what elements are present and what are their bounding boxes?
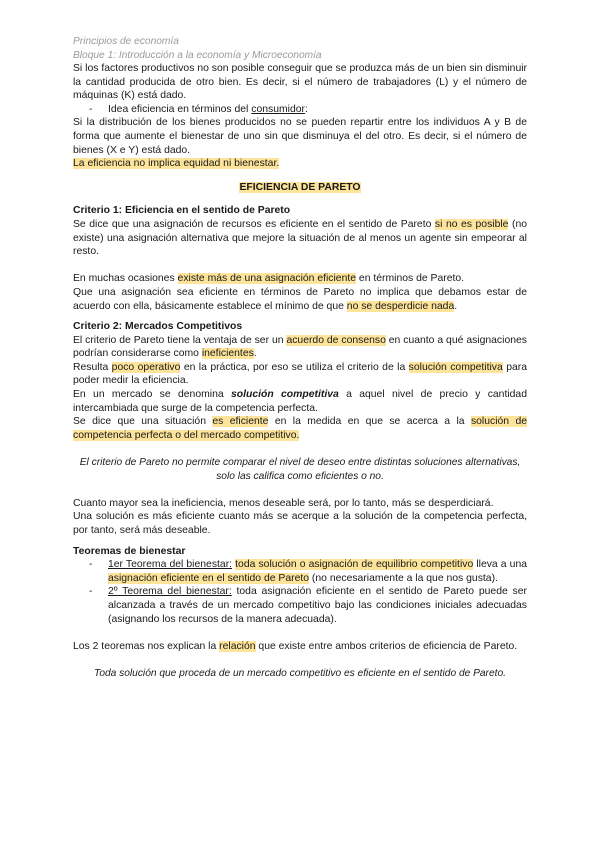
bold-term: solución competitiva bbox=[230, 389, 339, 401]
highlight: relación bbox=[219, 640, 256, 652]
italic-note-1: El criterio de Pareto no permite comparar el nivel de deseo entre distintas soluciones alternativas, solo las califica como eficientes o no. bbox=[79, 457, 521, 482]
highlight: poco operativo bbox=[111, 361, 181, 373]
highlight: es eficiente bbox=[212, 416, 269, 428]
criterio-1-paragraph-2: En muchas ocasiones existe más de una asignación eficiente en términos de Pareto. bbox=[73, 273, 465, 285]
ineficiencia-paragraph-1: Cuanto mayor sea la ineficiencia, menos deseable será, por lo tanto, más se desperdiciará. bbox=[73, 497, 494, 509]
criterio-2-paragraph-2: Resulta poco operativo en la práctica, por eso se utiliza el criterio de la solución competitiva para poder medir la eficiencia. bbox=[73, 361, 528, 387]
running-header bbox=[73, 35, 527, 62]
list-dash: - bbox=[89, 586, 93, 598]
highlight: toda solución o asignación de equilibrio competitivo bbox=[235, 559, 474, 571]
criterio-2-paragraph-1: El criterio de Pareto tiene la ventaja de ser un acuerdo de consenso en cuanto a qué asignaciones podrían considerarse como ineficientes. bbox=[73, 334, 527, 360]
highlight: solución de competencia perfecta o del mercado competitivo. bbox=[73, 416, 528, 441]
highlight: La eficiencia no implica equidad ni bienestar. bbox=[73, 158, 280, 170]
header-course: Principios de economía bbox=[73, 36, 179, 47]
criterio-2-paragraph-3: En un mercado se denomina solución competitiva a aquel nivel de precio y cantidad intercambiada que surge de la competencia perfecta. bbox=[73, 389, 527, 414]
highlight: si no es posible bbox=[434, 218, 509, 230]
italic-note-2: Toda solución que proceda de un mercado competitivo es eficiente en el sentido de Pareto. bbox=[94, 667, 506, 679]
underlined-term: 2º Teorema del bienestar: bbox=[108, 586, 232, 598]
criterio-1-heading: Criterio 1: Eficiencia en el sentido de Pareto bbox=[73, 205, 291, 217]
ineficiencia-paragraph-2: Una solución es más eficiente cuanto más se acerque a la solución de la competencia perfecta, por tanto, será más deseable. bbox=[73, 511, 527, 536]
intro-bullet-list bbox=[73, 103, 527, 117]
highlight: ineficientes bbox=[201, 348, 254, 360]
underlined-term: consumidor bbox=[251, 103, 305, 115]
teoremas-list bbox=[73, 558, 527, 626]
intro-paragraph-1: Si los factores productivos no son posible conseguir que se produzca más de un bien sin disminuir la cantidad producida de otro bien. Es decir, si el número de trabajadores (L) y el número de máquinas (K) está dado. bbox=[73, 63, 527, 102]
list-dash: - bbox=[89, 103, 93, 115]
criterio-1-paragraph-1: Se dice que una asignación de recursos es eficiente en el sentido de Pareto si no es posible (no existe) una asignación alternativa que mejore la situación de al menos un agente sin empeorar al resto. bbox=[73, 218, 527, 258]
list-item: - Idea eficiencia en términos del consumidor: bbox=[89, 103, 308, 115]
teoremas-paragraph: Los 2 teoremas nos explican la relación que existe entre ambos criterios de eficiencia de Pareto. bbox=[73, 640, 518, 652]
header-block: Bloque 1: Introducción a la economía y Microeconomía bbox=[73, 49, 322, 61]
section-title: EFICIENCIA DE PARETO bbox=[239, 181, 361, 193]
criterio-1-paragraph-3: Que una asignación sea eficiente en términos de Pareto no implica que debamos estar de acuerdo con ella, básicamente establece el mínimo de que no se desperdicie nada. bbox=[73, 286, 527, 312]
list-item: - 1er Teorema del bienestar: toda solución o asignación de equilibrio competitivo lleva a una asignación eficiente en el sentido de Pareto (no necesariamente a la que nos gusta). bbox=[89, 559, 528, 584]
teoremas-heading: Teoremas de bienestar bbox=[73, 545, 186, 557]
list-dash: - bbox=[89, 559, 93, 571]
intro-paragraph-2: Si la distribución de los bienes producidos no se pueden repartir entre los individuos A y B de forma que aumente el bienestar de uno sin que disminuya el del otro. Es decir, si el número de bienes (X e Y) está dado. bbox=[73, 117, 527, 156]
criterio-2-paragraph-4: Se dice que una situación es eficiente en la medida en que se acerca a la solución de competencia perfecta o del mercado competitivo. bbox=[73, 416, 528, 441]
highlight: acuerdo de consenso bbox=[286, 334, 386, 346]
highlight: no se desperdicie nada bbox=[346, 300, 455, 312]
criterio-2-heading: Criterio 2: Mercados Competitivos bbox=[73, 321, 243, 333]
highlight: solución competitiva bbox=[408, 361, 503, 373]
list-item: - 2º Teorema del bienestar: toda asignación eficiente en el sentido de Pareto puede ser alcanzada a través de un mercado competitivo bajo las condiciones iniciales adecuadas (asignando los recursos de la manera adecuada). bbox=[89, 586, 527, 625]
underlined-term: 1er Teorema del bienestar: bbox=[108, 559, 233, 571]
intro-paragraph-3 bbox=[73, 157, 527, 171]
highlight: asignación eficiente en el sentido de Pareto bbox=[108, 572, 310, 584]
highlight: existe más de una asignación eficiente bbox=[177, 273, 357, 285]
